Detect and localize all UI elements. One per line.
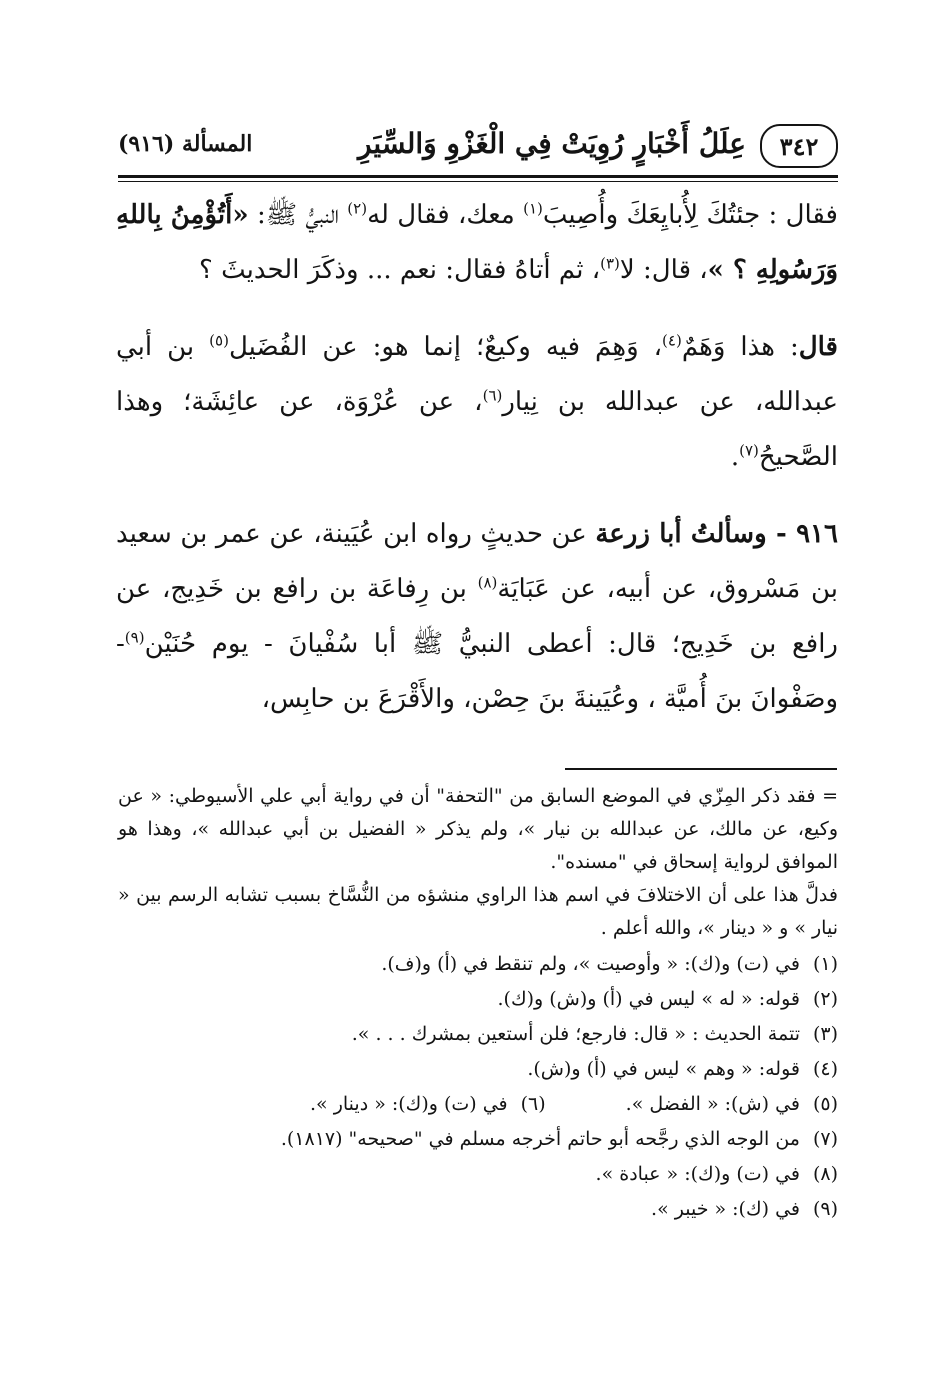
footnote-item-pair (118, 1087, 838, 1122)
paragraph-2 (116, 320, 838, 485)
header-rule-thick (118, 175, 838, 178)
footnote-text: قوله: « وهم » ليس في (أ) و(ش). (527, 1058, 800, 1080)
footnote-number: (٧) (812, 1128, 838, 1150)
text-run: فقال : جئتُكَ لِأُبايِعَكَ وأُصِيبَ (542, 200, 838, 230)
footnote-ref-7[interactable]: (٧) (739, 441, 759, 460)
footnote-list (118, 947, 838, 1227)
footnote-separator (565, 768, 837, 770)
footnote-item (118, 1122, 838, 1157)
text-run: ، ثم أتاهُ فقال: نعم ... وذكَرَ الحديثَ ؟ (199, 255, 601, 285)
footnotes-section (118, 780, 838, 1227)
footnote-item (118, 1017, 838, 1052)
hadith-quote: «أَتُؤْمِنُ بِاللهِ وَرَسُولِهِ ؟ » (116, 200, 838, 285)
footnote-continuation: = فقد ذكر المِزّي في الموضع السابق من "التحفة" أن في رواية أبي علي الأسيوطي: « عن وكيع، عن مالك، عن عبدالله بن نيار »، ولم يذكر « الفضيل بن أبي عبدالله »، وهذا هو الموافق لرواية إسحاق في "مسنده". (118, 785, 838, 873)
footnote-text: في (ك): « خيبر ». (651, 1198, 800, 1220)
footnote-ref-4[interactable]: (٤) (662, 331, 682, 350)
footnote-number: (١) (812, 953, 838, 975)
issue-heading: ٩١٦ - وسألتُ أبا زرعة (595, 519, 838, 549)
footnote-number: (٨) (812, 1163, 838, 1185)
text-run: ، وَهِمَ فيه وكيعٌ؛ إنما هو: عن الفُضَيل (228, 332, 663, 362)
text-run: ، عن عُرْوَة، عن عائِشَة؛ وهذا الصَّحيحُ (116, 387, 838, 472)
text-run: : هذا وَهَمٌ (681, 332, 799, 362)
text-run: . (730, 442, 740, 472)
footnote-item (118, 947, 838, 982)
footnote-ref-5[interactable]: (٥) (209, 331, 229, 350)
footnote-item (118, 982, 838, 1017)
footnote-text: تتمة الحديث : « قال: فارجع؛ فلن أستعين بمشرك . . . ». (351, 1023, 800, 1045)
footnote-number: (٢) (812, 988, 838, 1010)
footnote-text: من الوجه الذي رجَّحه أبو حاتم أخرجه مسلم في "صحيحه" (١٨١٧). (280, 1128, 800, 1150)
footnote-ref-8[interactable]: (٨) (477, 573, 498, 592)
main-text (116, 188, 838, 727)
header-rule-thin (118, 181, 838, 182)
footnote-ref-1[interactable]: (١) (523, 199, 543, 218)
paragraph-1 (116, 188, 838, 298)
text-run: عن حديثٍ رواه ابن عُيَينة، عن عمر بن سعيد بن مَسْروق، عن أبيه، عن عَبَايَة (116, 519, 838, 604)
footnote-item (118, 1192, 838, 1227)
footnote-number: (٥) (812, 1093, 838, 1115)
speaker-label: قال (798, 332, 838, 362)
paragraph-3 (116, 507, 838, 727)
footnote-number: (٤) (812, 1058, 838, 1080)
text-run: بن رِفاعَة بن رافع بن خَدِيج، عن رافع بن خَدِيج؛ قال: أعطى النبيُّ ﷺ أبا سُفْيانَ - يوم حُنَيْن (116, 574, 838, 659)
footnote-item (118, 1157, 838, 1192)
issue-number-label: المسألة (٩١٦) (118, 131, 253, 157)
text-run: - وصَفْوانَ بنَ أُميَّة ، وعُيَينةَ بنَ حِصْن، والأَقْرَعَ بن حابِس، (116, 629, 838, 714)
footnote-number: (٦) (520, 1093, 546, 1115)
footnote-item (118, 1052, 838, 1087)
footnote-text: في (ت) و(ك): « وأوصيت »، ولم تنقط في (أ) و(ف). (381, 953, 800, 975)
page-header (118, 118, 838, 174)
page-number-badge (760, 124, 838, 168)
footnote-ref-9[interactable]: (٩) (124, 628, 145, 647)
footnote-text: قوله: « له » ليس في (أ) و(ش) و(ك). (497, 988, 800, 1010)
footnote-text: في (ت) و(ك): « دينار ». (310, 1093, 508, 1115)
footnote-text: في (ش): « الفضل ». (625, 1093, 800, 1115)
footnote-number: (٩) (812, 1198, 838, 1220)
footnote-ref-3[interactable]: (٣) (600, 254, 620, 273)
footnote-text: في (ت) و(ك): « عبادة ». (595, 1163, 800, 1185)
text-run: بن أبي عبدالله، عن عبدالله بن نِيار (116, 332, 838, 417)
text-run: معك، فقال له (367, 200, 524, 230)
page-number: ٣٤٢ (779, 131, 819, 161)
footnote-ref-6[interactable]: (٦) (482, 386, 503, 405)
footnote-number: (٣) (812, 1023, 838, 1045)
footnote-ref-2[interactable]: (٢) (347, 199, 368, 218)
running-title: عِلَلُ أَخْبَارٍ رُوِيَتْ فِي الْغَزْوِ وَالسِّيَرِ (357, 127, 746, 160)
text-run: ، قال: لا (619, 255, 708, 285)
text-run: النبيُّ ﷺ: (248, 200, 348, 230)
footnote-continuation-2: فدلَّ هذا على أن الاختلافَ في اسم هذا الراوي منشؤه من النُّسَّاخ بسبب تشابه الرسم بين « نيار » و « دينار »، والله أعلم . (118, 884, 838, 939)
